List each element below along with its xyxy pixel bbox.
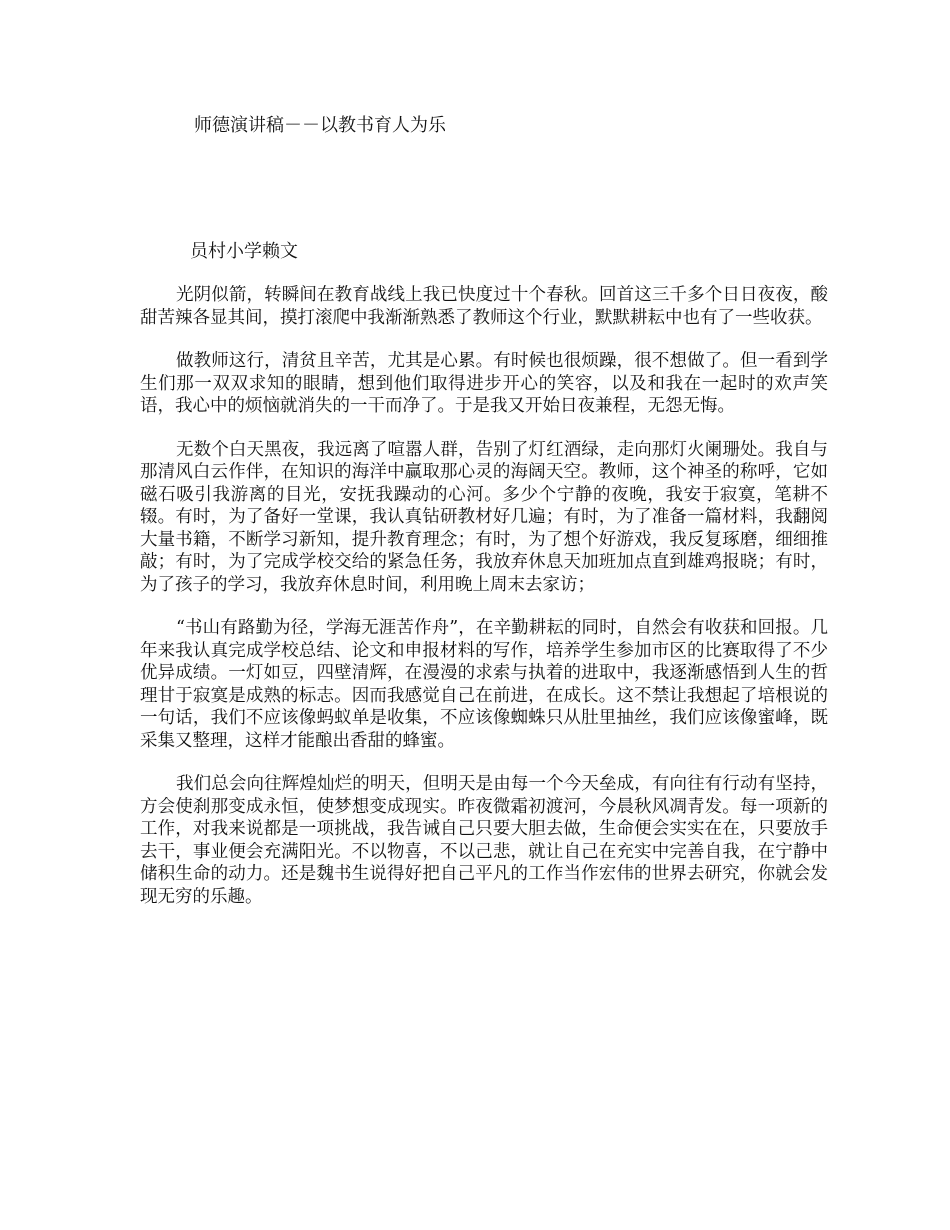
paragraph: 光阴似箭，转瞬间在教育战线上我已快度过十个春秋。回首这三千多个日日夜夜，酸甜苦辣各显其间，摸打滚爬中我渐渐熟悉了教师这个行业，默默耕耘中也有了一些收获。 <box>140 285 828 328</box>
document-author: 员村小学赖文 <box>190 241 298 262</box>
document-title: 师德演讲稿－－以教书育人为乐 <box>194 115 446 136</box>
paragraph: 我们总会向往辉煌灿烂的明天，但明天是由每一个今天垒成，有向往有行动有坚持，方会使刹那变成永恒，使梦想变成现实。昨夜微霜初渡河，今晨秋风凋青发。每一项新的工作，对我来说都是一项挑战，我告诫自己只要大胆去做，生命便会实实在在，只要放手去干，事业便会充满阳光。不以物喜，不以己悲，就让自己在充实中完善自我，在宁静中储积生命的动力。还是魏书生说得好把自己平凡的工作当作宏伟的世界去研究，你就会发现无穷的乐趣。 <box>140 774 828 907</box>
paragraph: 做教师这行，清贫且辛苦，尤其是心累。有时候也很烦躁，很不想做了。但一看到学生们那一双双求知的眼睛，想到他们取得进步开心的笑容，以及和我在一起时的欢声笑语，我心中的烦恼就消失的一干而净了。于是我又开始日夜兼程，无怨无悔。 <box>140 351 828 416</box>
document-body <box>140 284 828 929</box>
paragraph: “书山有路勤为径，学海无涯苦作舟”，在辛勤耕耘的同时，自然会有收获和回报。几年来我认真完成学校总结、论文和申报材料的写作，培养学生参加市区的比赛取得了不少优异成绩。一灯如豆，四壁清辉，在漫漫的求索与执着的进取中，我逐渐感悟到人生的哲理甘于寂寞是成熟的标志。因而我感觉自己在前进，在成长。这不禁让我想起了培根说的一句话，我们不应该像蚂蚁单是收集，不应该像蜘蛛只从肚里抽丝，我们应该像蜜峰，既采集又整理，这样才能酿出香甜的蜂蜜。 <box>140 618 828 751</box>
paragraph: 无数个白天黑夜，我远离了喧嚣人群，告别了灯红酒绿，走向那灯火阑珊处。我自与那清风白云作伴，在知识的海洋中赢取那心灵的海阔天空。教师，这个神圣的称呼，它如磁石吸引我游离的目光，安抚我躁动的心河。多少个宁静的夜晚，我安于寂寞，笔耕不辍。有时，为了备好一堂课，我认真钻研教材好几遍；有时，为了准备一篇材料，我翻阅大量书籍，不断学习新知，提升教育理念；有时，为了想个好游戏，我反复琢磨，细细推敲；有时，为了完成学校交给的紧急任务，我放弃休息天加班加点直到雄鸡报晓；有时，为了孩子的学习，我放弃休息时间，利用晚上周末去家访； <box>140 439 828 595</box>
